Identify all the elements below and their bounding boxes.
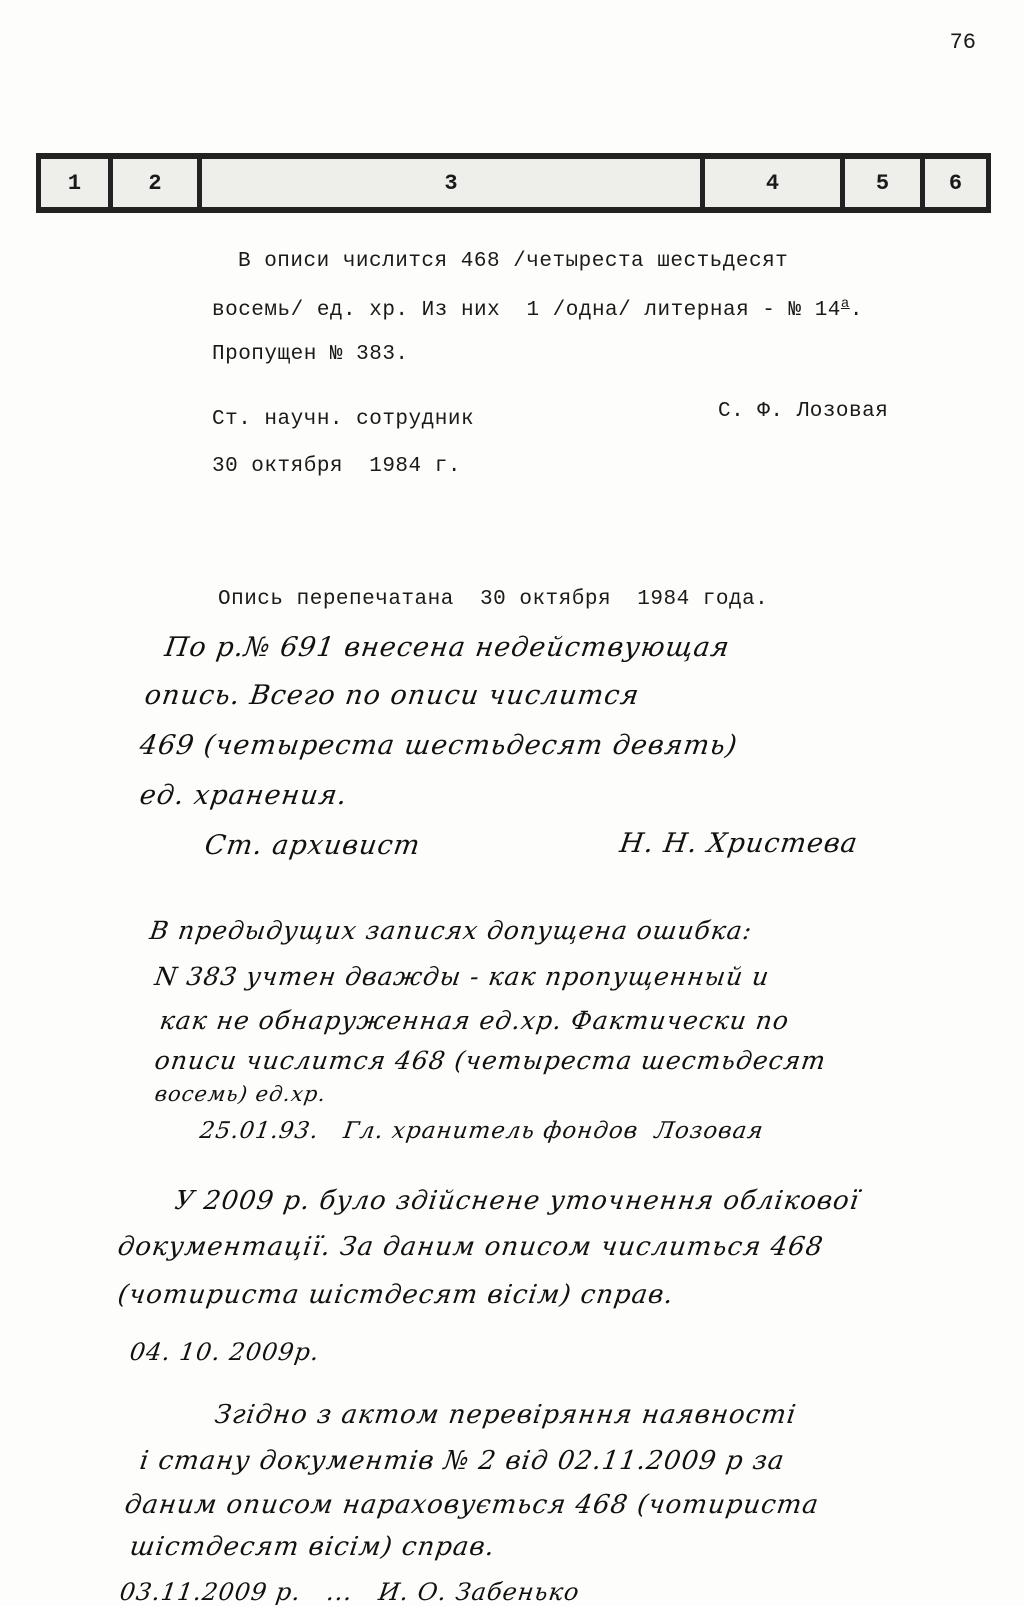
handwritten-line: документації. За даним описом числиться 468 (115, 1232, 826, 1262)
handwritten-line: 469 (четыреста шестьдесят девять) (137, 730, 740, 761)
handwritten-footer: 25.01.93. Гл. хранитель фондов Лозовая (198, 1118, 766, 1144)
handwritten-line: По р.№ 691 внесена недействующая (162, 632, 732, 663)
column-number: 4 (705, 159, 845, 207)
typed-line (212, 296, 863, 322)
handwritten-line: описи числится 468 (четыреста шестьдесят (152, 1046, 829, 1075)
column-number: 2 (113, 159, 202, 207)
handwritten-line: У 2009 р. було здійснене уточнення облікової (172, 1186, 862, 1216)
handwritten-position: Ст. архивист (202, 830, 423, 861)
typed-position: Ст. научн. сотрудник (212, 408, 475, 431)
page-number: 76 (949, 30, 976, 55)
typed-line: В описи числится 468 /четыреста шестьдесят (238, 250, 789, 273)
handwritten-line: даним описом нараховується 468 (чотириста (122, 1490, 822, 1520)
typed-date: 30 октября 1984 г. (212, 455, 461, 478)
superscript: а (840, 296, 850, 312)
column-number: 5 (845, 159, 925, 207)
typed-signer: С. Ф. Лозовая (718, 400, 889, 423)
handwritten-line: (чотириста шістдесят вісім) справ. (115, 1280, 676, 1310)
handwritten-line: восемь) ед.хр. (153, 1082, 328, 1106)
typed-line: Пропущен № 383. (212, 343, 409, 366)
handwritten-line: В предыдущих записях допущена ошибка: (147, 916, 755, 945)
handwritten-line: как не обнаруженная ед.хр. Фактически по (157, 1006, 792, 1035)
column-number: 6 (948, 170, 963, 196)
handwritten-line: шістдесят вісім) справ. (127, 1532, 497, 1562)
typed-text: восемь/ ед. хр. Из них 1 /одна/ литерная - № 14 (212, 299, 841, 322)
handwritten-signature: Н. Н. Христева (617, 828, 861, 859)
typed-text: . (849, 299, 863, 322)
handwritten-date: 04. 10. 2009р. (128, 1338, 322, 1366)
handwritten-line: опись. Всего по описи числится (142, 680, 642, 711)
handwritten-line: N 383 учтен дважды - как пропущенный и (152, 962, 772, 991)
typed-retyped-note: Опись перепечатана 30 октября 1984 года. (218, 588, 769, 611)
column-number: 1 (41, 159, 113, 207)
table-header-strip (36, 153, 991, 213)
handwritten-line: ед. хранения. (137, 780, 350, 811)
handwritten-line: і стану документів № 2 від 02.11.2009 р за (137, 1446, 787, 1476)
column-number: 3 (202, 159, 705, 207)
handwritten-line: Згідно з актом перевіряння наявності (212, 1400, 799, 1430)
handwritten-footer: 03.11.2009 р. ... И. О. Забенько (118, 1578, 582, 1606)
